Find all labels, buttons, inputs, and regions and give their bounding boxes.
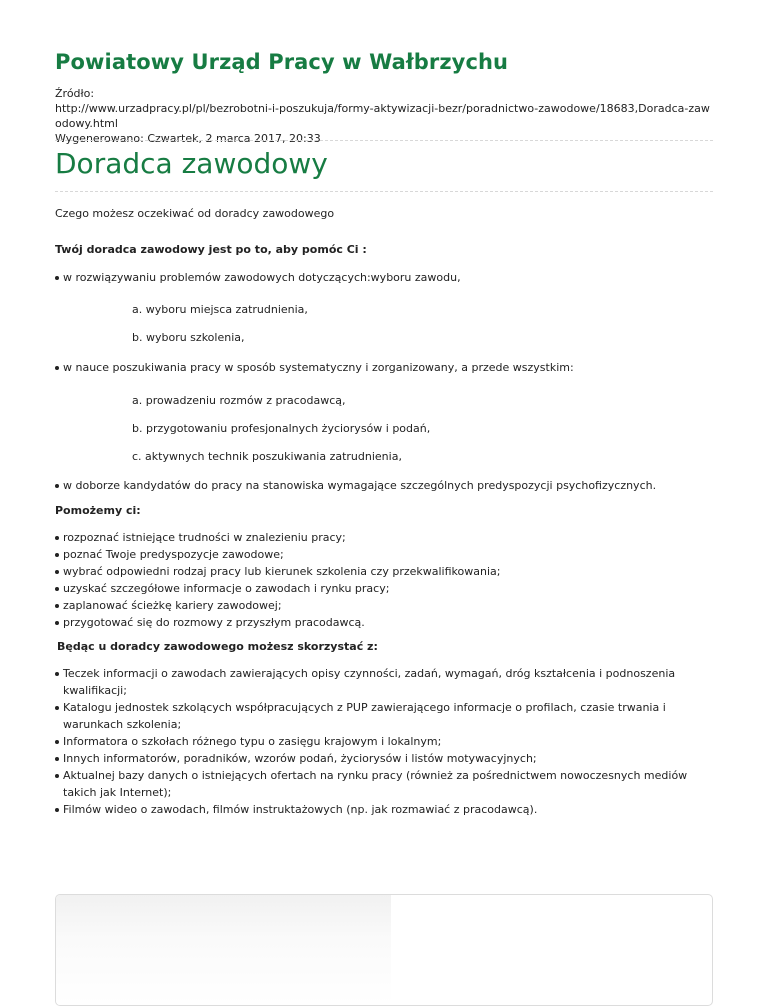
source-label: Źródło: [55,87,95,100]
footer-card-shade [56,895,391,1005]
help-list [55,269,715,286]
sub-item: b. wyboru szkolenia, [132,331,245,344]
section-heading-help: Twój doradca zawodowy jest po to, aby pomóc Ci : [55,243,367,256]
help-list [55,477,715,494]
article-body [55,206,715,818]
section-heading-resources: Będąc u doradcy zawodowego możesz skorzystać z: [57,640,378,653]
sub-item: c. aktywnych technik poszukiwania zatrudnienia, [132,450,402,463]
divider-top [55,140,713,141]
sub-item: a. prowadzeniu rozmów z pracodawcą, [132,394,346,407]
list-item: Teczek informacji o zawodach zawierających opisy czynności, zadań, wymagań, dróg kształcenia i podnoszenia kwalifikacji; [55,665,715,699]
sub-item: b. przygotowaniu profesjonalnych życiorysów i podań, [132,422,431,435]
source-meta [55,86,715,146]
list-item: w rozwiązywaniu problemów zawodowych dotyczących:wyboru zawodu, [55,269,715,286]
resources-list [55,665,715,818]
list-item: poznać Twoje predyspozycje zawodowe; [55,546,715,563]
source-url: http://www.urzadpracy.pl/pl/bezrobotni-i-poszukuja/formy-aktywizacji-bezr/poradnictwo-zawodowe/18683,Doradca-zawodowy.html [55,102,710,130]
generated-date: Wygenerowano: Czwartek, 2 marca 2017, 20:33 [55,132,321,145]
divider-title [55,191,713,192]
support-list [55,529,715,631]
list-item: Aktualnej bazy danych o istniejących ofertach na rynku pracy (również za pośrednictwem nowoczesnych mediów takich jak Internet); [55,767,715,801]
list-item: Informatora o szkołach różnego typu o zasięgu krajowym i lokalnym; [55,733,715,750]
help-list [55,359,715,376]
list-item: zaplanować ścieżkę kariery zawodowej; [55,597,715,614]
list-item: Katalogu jednostek szkolących współpracujących z PUP zawierającego informacje o profilach, czasie trwania i warunkach szkolenia; [55,699,715,733]
list-item: w doborze kandydatów do pracy na stanowiska wymagające szczególnych predyspozycji psychofizycznych. [55,477,715,494]
list-item: Filmów wideo o zawodach, filmów instruktażowych (np. jak rozmawiać z pracodawcą). [55,801,715,818]
footer-card [55,894,713,1006]
list-item: wybrać odpowiedni rodzaj pracy lub kierunek szkolenia czy przekwalifikowania; [55,563,715,580]
intro-text: Czego możesz oczekiwać od doradcy zawodowego [55,207,335,220]
list-item: rozpoznać istniejące trudności w znalezieniu pracy; [55,529,715,546]
sub-item: a. wyboru miejsca zatrudnienia, [132,303,308,316]
page-title: Doradca zawodowy [55,147,328,180]
list-item: Innych informatorów, poradników, wzorów podań, życiorysów i listów motywacyjnych; [55,750,715,767]
section-heading-support: Pomożemy ci: [55,504,141,517]
list-item: uzyskać szczegółowe informacje o zawodach i rynku pracy; [55,580,715,597]
site-title: Powiatowy Urząd Pracy w Wałbrzychu [55,50,509,74]
list-item: przygotować się do rozmowy z przyszłym pracodawcą. [55,614,715,631]
list-item: w nauce poszukiwania pracy w sposób systematyczny i zorganizowany, a przede wszystkim: [55,359,715,376]
